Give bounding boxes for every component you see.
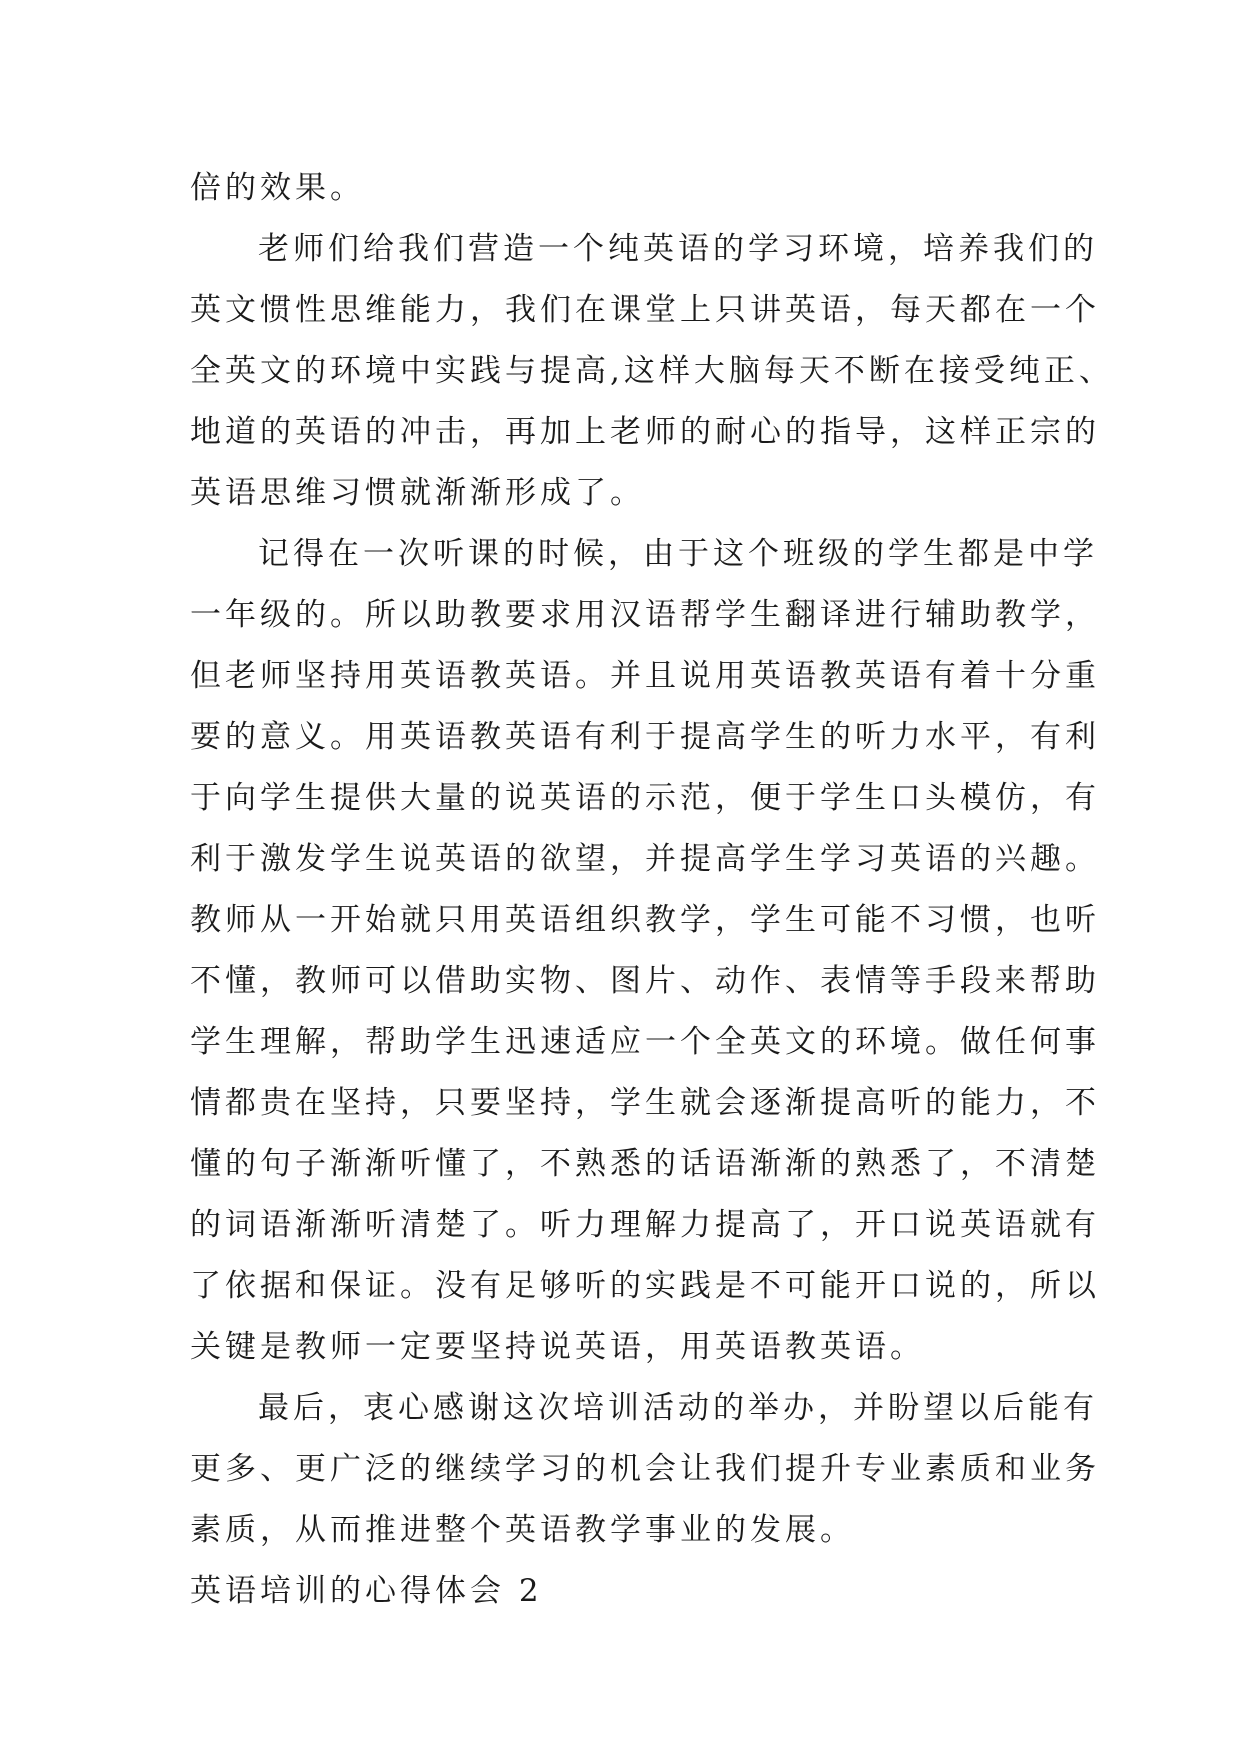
paragraph-line: 英文惯性思维能力，我们在课堂上只讲英语，每天都在一个 (190, 292, 1100, 328)
paragraph-line: 倍的效果。 (190, 170, 365, 206)
paragraph-line: 利于激发学生说英语的欲望，并提高学生学习英语的兴趣。 (190, 841, 1100, 877)
paragraph-line: 的词语渐渐听清楚了。听力理解力提高了，开口说英语就有 (190, 1207, 1100, 1243)
paragraph-line: 但老师坚持用英语教英语。并且说用英语教英语有着十分重 (190, 658, 1100, 694)
paragraph-line: 地道的英语的冲击，再加上老师的耐心的指导，这样正宗的 (190, 414, 1100, 450)
paragraph-line: 于向学生提供大量的说英语的示范，便于学生口头模仿，有 (190, 780, 1100, 816)
paragraph-line: 记得在一次听课的时候，由于这个班级的学生都是中学 (258, 536, 1098, 572)
section-heading: 英语培训的心得体会 2 (190, 1573, 543, 1609)
paragraph-line: 学生理解，帮助学生迅速适应一个全英文的环境。做任何事 (190, 1024, 1100, 1060)
paragraph-line: 情都贵在坚持，只要坚持，学生就会逐渐提高听的能力，不 (190, 1085, 1100, 1121)
paragraph-line: 关键是教师一定要坚持说英语，用英语教英语。 (190, 1329, 925, 1365)
paragraph-line: 一年级的。所以助教要求用汉语帮学生翻译进行辅助教学， (190, 597, 1100, 633)
paragraph-line: 要的意义。用英语教英语有利于提高学生的听力水平，有利 (190, 719, 1100, 755)
paragraph-line: 更多、更广泛的继续学习的机会让我们提升专业素质和业务 (190, 1451, 1100, 1487)
paragraph-line: 了依据和保证。没有足够听的实践是不可能开口说的，所以 (190, 1268, 1100, 1304)
paragraph-line: 老师们给我们营造一个纯英语的学习环境，培养我们的 (258, 231, 1098, 267)
paragraph-line: 素质，从而推进整个英语教学事业的发展。 (190, 1512, 855, 1548)
paragraph-line: 懂的句子渐渐听懂了，不熟悉的话语渐渐的熟悉了，不清楚 (190, 1146, 1100, 1182)
paragraph-line: 英语思维习惯就渐渐形成了。 (190, 475, 645, 511)
paragraph-line: 不懂，教师可以借助实物、图片、动作、表情等手段来帮助 (190, 963, 1100, 999)
paragraph-line: 最后，衷心感谢这次培训活动的举办，并盼望以后能有 (258, 1390, 1098, 1426)
document-body (190, 158, 1114, 1622)
paragraph-line: 全英文的环境中实践与提高,这样大脑每天不断在接受纯正、 (190, 353, 1114, 389)
paragraph-line: 教师从一开始就只用英语组织教学，学生可能不习惯，也听 (190, 902, 1100, 938)
